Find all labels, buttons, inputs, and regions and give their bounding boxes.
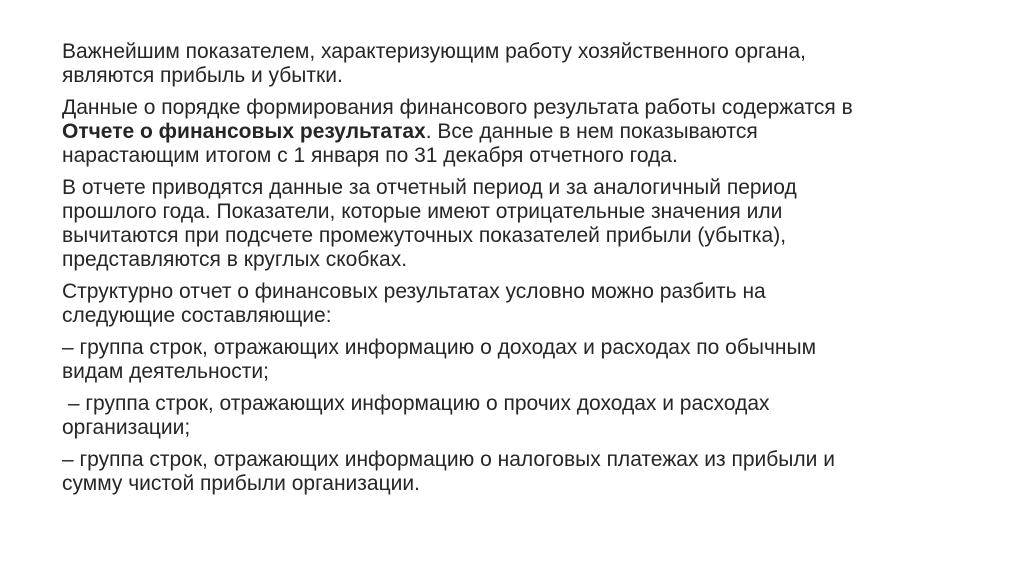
paragraph-periods: В отчете приводятся данные за отчетный период и за аналогичный период прошлого года. Показатели, которые имеют отрицательные значения или вычитаются при подсчете промежуточных показателей прибыли (убытка), представляются в круглых скобках.: [62, 176, 797, 271]
paragraph-structure: Структурно отчет о финансовых результатах условно можно разбить на следующие составляющие:: [62, 280, 766, 327]
list-item-other-income: – группа строк, отражающих информацию о прочих доходах и расходах организации;: [62, 392, 770, 439]
paragraph-report-data-post: . Все данные в нем показываются нарастающим итогом с 1 января по 31 декабря отчетного года.: [62, 120, 758, 167]
list-item-tax-payments: – группа строк, отражающих информацию о налоговых платежах из прибыли и сумму чистой прибыли организации.: [62, 448, 835, 495]
paragraph-report-data-pre: Данные о порядке формирования финансового результата работы содержатся в: [62, 96, 853, 119]
report-title-bold: Отчете о финансовых результатах: [62, 120, 426, 143]
list-item-ordinary-activities: – группа строк, отражающих информацию о доходах и расходах по обычным видам деятельности;: [62, 336, 817, 383]
slide-content: [62, 40, 962, 504]
paragraph-main-indicator: Важнейшим показателем, характеризующим работу хозяйственного органа, являются прибыль и убытки.: [62, 40, 806, 87]
paragraph-report-data: [62, 96, 962, 168]
